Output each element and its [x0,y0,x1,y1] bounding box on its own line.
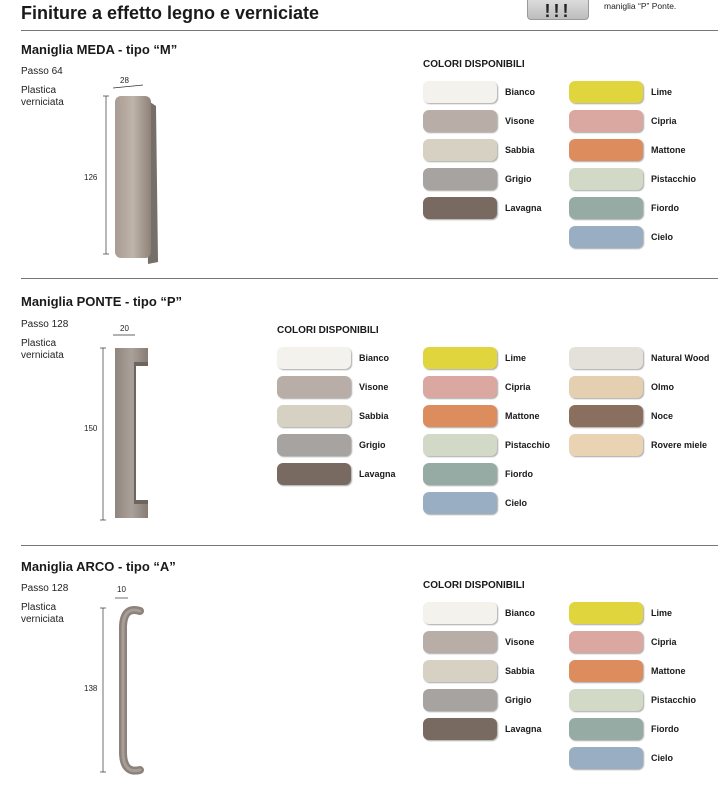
swatch-label-grigio: Grigio [505,695,532,705]
swatch-label-cipria: Cipria [651,116,677,126]
swatch-label-sabbia: Sabbia [505,666,535,676]
height-dim-ponte: 150 [84,424,98,433]
swatch-grigio [423,168,497,190]
swatch-label-lime: Lime [651,87,673,97]
swatch-pistacchio [423,434,497,456]
height-dim-arco: 138 [84,684,98,693]
material-ponte-1: Plastica [21,338,57,349]
swatch-label-natural-wood: Natural Wood [651,353,710,363]
swatch-noce [569,405,643,427]
material-meda-1: Plastica [21,85,57,96]
swatch-cielo [423,492,497,514]
swatch-visone [423,631,497,653]
width-dim-meda: 28 [120,76,129,85]
swatch-label-cipria: Cipria [651,637,677,647]
section-title-arco: Maniglia ARCO - tipo “A” [21,559,176,574]
passo-arco: Passo 128 [21,583,69,594]
swatch-bianco [277,347,351,369]
swatch-sabbia [423,139,497,161]
swatch-lime [569,81,643,103]
swatch-fiordo [423,463,497,485]
swatch-label-bianco: Bianco [359,353,390,363]
swatch-mattone [569,660,643,682]
swatch-label-mattone: Mattone [651,145,686,155]
height-dim-meda: 126 [84,173,98,182]
swatch-label-cipria: Cipria [505,382,531,392]
swatch-label-visone: Visone [505,116,535,126]
swatch-label-mattone: Mattone [651,666,686,676]
swatch-visone [423,110,497,132]
swatch-cipria [423,376,497,398]
section-title-ponte: Maniglia PONTE - tipo “P” [21,294,183,309]
swatch-label-lavagna: Lavagna [505,724,542,734]
material-ponte-2: verniciata [21,350,64,361]
swatch-natural-wood [569,347,643,369]
swatch-fiordo [569,718,643,740]
passo-meda: Passo 64 [21,66,63,77]
handle-arco-drawing [98,594,158,784]
swatch-label-mattone: Mattone [505,411,540,421]
swatch-cielo [569,226,643,248]
swatch-visone [277,376,351,398]
handle-meda-drawing [100,84,160,274]
swatch-label-bianco: Bianco [505,87,536,97]
swatch-label-rovere-miele: Rovere miele [651,440,708,450]
swatch-lime [569,602,643,624]
swatch-label-lime: Lime [651,608,673,618]
swatch-label-grigio: Grigio [359,440,386,450]
warning-icon: !!! [527,0,589,20]
swatch-sabbia [423,660,497,682]
material-meda-2: verniciata [21,97,64,108]
colors-heading-meda: COLORI DISPONIBILI [423,59,525,70]
section-title-meda: Maniglia MEDA - tipo “M” [21,42,178,57]
swatch-label-pistacchio: Pistacchio [651,695,697,705]
swatch-bianco [423,602,497,624]
swatch-lavagna [423,718,497,740]
swatch-olmo [569,376,643,398]
swatch-cipria [569,110,643,132]
section-divider [21,30,718,31]
page-title: Finiture a effetto legno e verniciate [21,3,320,23]
swatch-label-sabbia: Sabbia [359,411,389,421]
swatch-lavagna [277,463,351,485]
swatch-label-lavagna: Lavagna [359,469,396,479]
swatch-pistacchio [569,689,643,711]
swatch-label-visone: Visone [505,637,535,647]
passo-ponte: Passo 128 [21,319,69,330]
material-arco-1: Plastica [21,602,57,613]
swatch-mattone [423,405,497,427]
swatch-label-sabbia: Sabbia [505,145,535,155]
swatch-lime [423,347,497,369]
swatch-grigio [277,434,351,456]
swatch-fiordo [569,197,643,219]
width-dim-arco: 10 [117,585,126,594]
section-divider [21,278,718,279]
swatch-mattone [569,139,643,161]
swatch-label-lavagna: Lavagna [505,203,542,213]
swatch-label-bianco: Bianco [505,608,536,618]
swatch-rovere-miele [569,434,643,456]
swatch-label-noce: Noce [651,411,674,421]
swatch-label-fiordo: Fiordo [651,724,679,734]
swatch-label-olmo: Olmo [651,382,675,392]
swatch-label-visone: Visone [359,382,389,392]
swatch-label-pistacchio: Pistacchio [651,174,697,184]
swatch-label-cielo: Cielo [651,232,674,242]
swatch-bianco [423,81,497,103]
swatch-label-cielo: Cielo [505,498,528,508]
swatch-label-fiordo: Fiordo [505,469,533,479]
width-dim-ponte: 20 [120,324,129,333]
swatch-label-cielo: Cielo [651,753,674,763]
swatch-label-pistacchio: Pistacchio [505,440,551,450]
swatch-pistacchio [569,168,643,190]
swatch-grigio [423,689,497,711]
swatch-label-fiordo: Fiordo [651,203,679,213]
swatch-label-lime: Lime [505,353,527,363]
colors-heading-arco: COLORI DISPONIBILI [423,580,525,591]
colors-heading-ponte: COLORI DISPONIBILI [277,325,379,336]
handle-ponte-drawing [98,332,158,527]
notice-text: maniglia “P” Ponte. [604,1,677,11]
material-arco-2: verniciata [21,614,64,625]
swatch-cielo [569,747,643,769]
swatch-lavagna [423,197,497,219]
swatch-label-grigio: Grigio [505,174,532,184]
swatch-cipria [569,631,643,653]
section-divider [21,545,718,546]
swatch-sabbia [277,405,351,427]
